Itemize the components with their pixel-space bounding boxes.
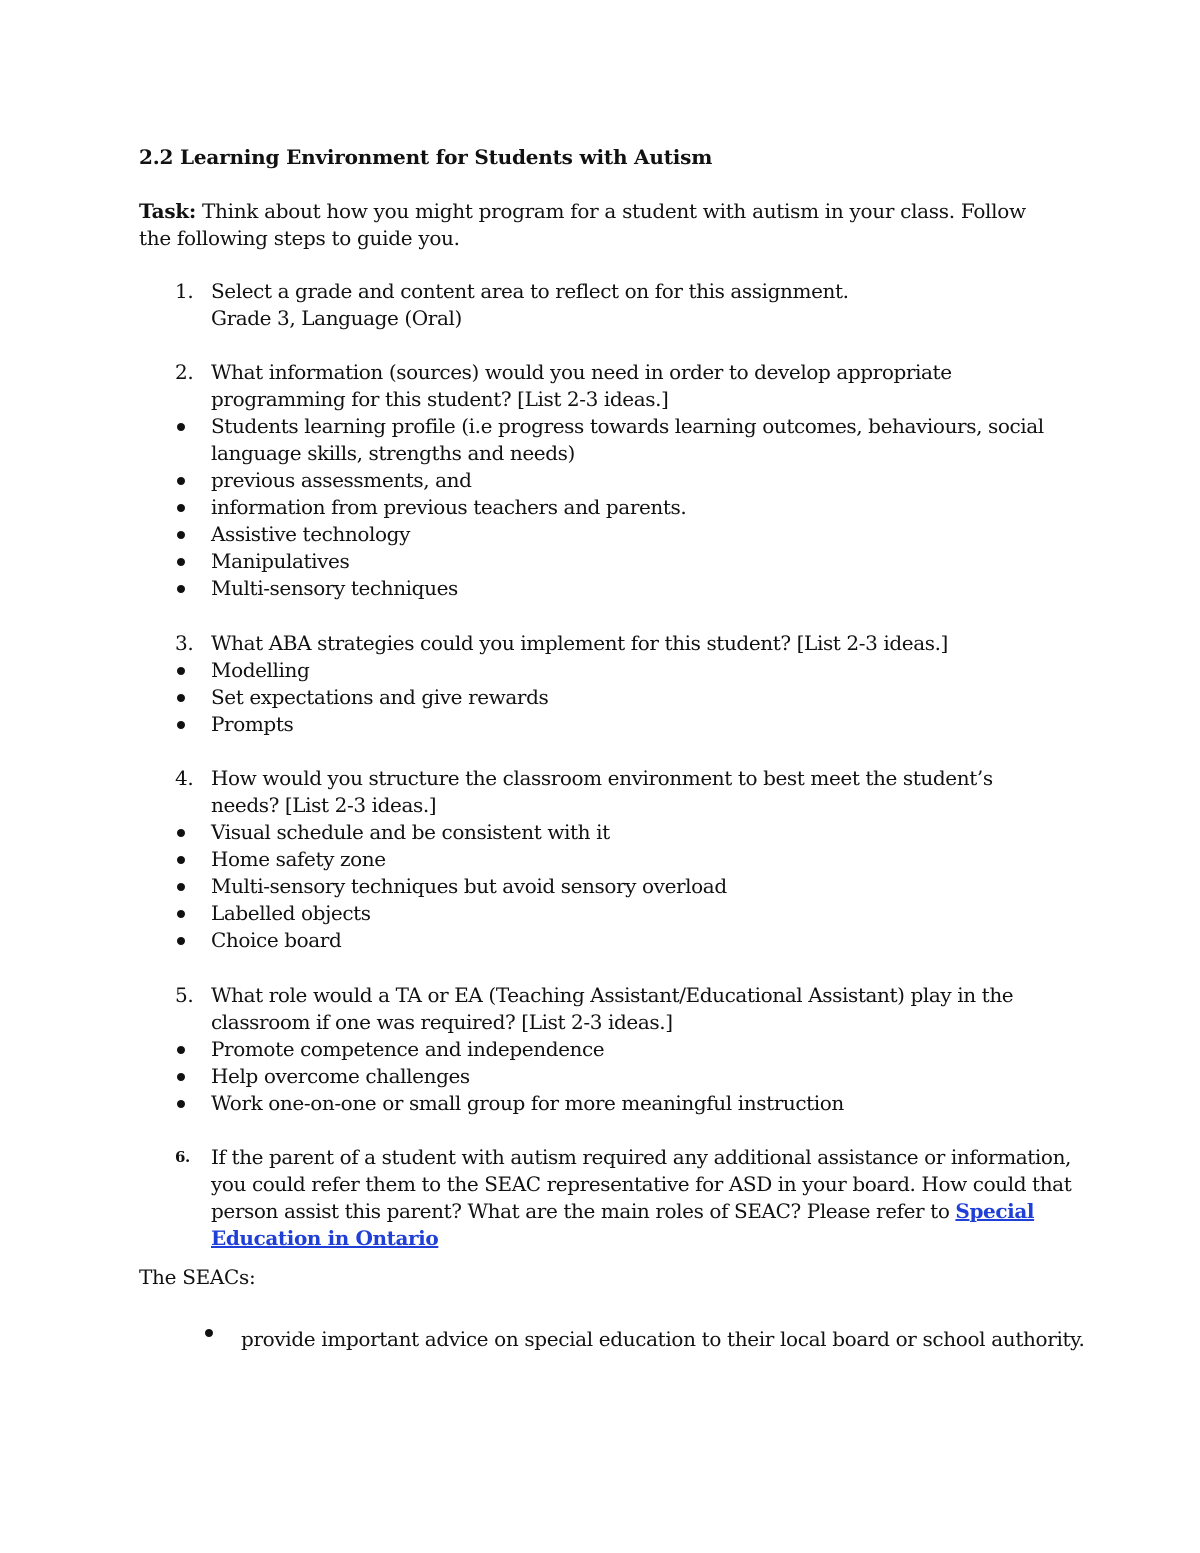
task-text: Think about how you might program for a student with autism in your class. Follow the following steps to guide you. — [139, 199, 1026, 250]
bullet-icon — [177, 477, 185, 485]
question-6-text-line-1: If the parent of a student with autism required any additional assistance or information, — [211, 1145, 1072, 1169]
question-6-text-line-3-content: person assist this parent? What are the main roles of SEAC? Please refer to — [211, 1199, 956, 1223]
task-paragraph — [139, 198, 1059, 252]
list-item-text: language skills, strengths and needs) — [211, 441, 575, 465]
question-6-link-line — [211, 1225, 438, 1252]
special-education-link-continued[interactable]: Education in Ontario — [211, 1226, 439, 1250]
list-item — [139, 1036, 1059, 1063]
list-item — [139, 548, 1059, 575]
question-1-number: 1. — [175, 279, 194, 303]
bullet-icon — [177, 1046, 185, 1054]
list-item — [139, 819, 1059, 846]
list-item — [139, 927, 1059, 954]
list-item — [139, 494, 1059, 521]
question-4 — [139, 765, 1059, 954]
question-1-text: Select a grade and content area to reflect on for this assignment. — [211, 279, 849, 303]
list-item — [139, 575, 1059, 602]
list-item-text: Multi-sensory techniques — [211, 576, 458, 600]
bullet-icon — [177, 531, 185, 539]
list-item-text: Work one-on-one or small group for more meaningful instruction — [211, 1091, 844, 1115]
list-item — [139, 711, 1059, 738]
special-education-link[interactable]: Special — [955, 1199, 1035, 1223]
list-item-continuation — [139, 440, 1059, 467]
question-3-text: What ABA strategies could you implement for this student? [List 2-3 ideas.] — [211, 631, 948, 655]
question-4-number: 4. — [175, 766, 194, 790]
list-item-text: information from previous teachers and parents. — [211, 495, 687, 519]
list-item-text: Visual schedule and be consistent with it — [211, 820, 610, 844]
list-item-text: Manipulatives — [211, 549, 350, 573]
question-1-answer: Grade 3, Language (Oral) — [211, 306, 462, 330]
bullet-icon — [177, 829, 185, 837]
page-title: 2.2 Learning Environment for Students with Autism — [139, 145, 713, 169]
list-item — [139, 1090, 1059, 1117]
question-6 — [139, 1144, 1072, 1252]
list-item-text: previous assessments, and — [211, 468, 472, 492]
question-4-text-line-1: How would you structure the classroom environment to best meet the student’s — [211, 766, 993, 790]
list-item-text: Home safety zone — [211, 847, 386, 871]
list-item-text: Modelling — [211, 658, 310, 682]
bullet-icon — [177, 910, 185, 918]
list-item — [139, 521, 1059, 548]
list-item-text: Multi-sensory techniques but avoid sensory overload — [211, 874, 727, 898]
list-item — [139, 413, 1059, 440]
question-2-text-line-2: programming for this student? [List 2-3 ideas.] — [211, 387, 669, 411]
question-2-number: 2. — [175, 360, 194, 384]
list-item-text: Labelled objects — [211, 901, 371, 925]
question-3 — [139, 630, 1059, 738]
list-item-text: Promote competence and independence — [211, 1037, 605, 1061]
bullet-icon — [177, 856, 185, 864]
list-item — [139, 846, 1059, 873]
list-item-text: Prompts — [211, 712, 294, 736]
question-2-text-line-1: What information (sources) would you need in order to develop appropriate — [211, 360, 952, 384]
bullet-icon — [177, 504, 185, 512]
question-4-text-line-2: needs? [List 2-3 ideas.] — [211, 793, 437, 817]
bullet-icon — [177, 1100, 185, 1108]
list-item-text: Help overcome challenges — [211, 1064, 470, 1088]
list-item-text: Set expectations and give rewards — [211, 685, 549, 709]
seacs-heading: The SEACs: — [139, 1265, 256, 1289]
bullet-icon — [177, 883, 185, 891]
question-5-number: 5. — [175, 983, 194, 1007]
question-5 — [139, 982, 1059, 1117]
question-6-text-line-3 — [211, 1198, 1034, 1225]
list-item — [139, 467, 1059, 494]
list-item — [139, 900, 1059, 927]
question-3-number: 3. — [175, 631, 194, 655]
question-6-text-line-2: you could refer them to the SEAC representative for ASD in your board. How could that — [211, 1172, 1072, 1196]
bullet-icon — [177, 694, 185, 702]
list-item — [139, 873, 1059, 900]
list-item — [139, 657, 1059, 684]
bullet-icon — [205, 1329, 213, 1337]
question-6-number: 6. — [175, 1148, 190, 1166]
question-5-text-line-2: classroom if one was required? [List 2-3 ideas.] — [211, 1010, 673, 1034]
bullet-icon — [177, 1073, 185, 1081]
list-item-text: Choice board — [211, 928, 342, 952]
bullet-icon — [177, 721, 185, 729]
bullet-icon — [177, 558, 185, 566]
bullet-icon — [177, 423, 185, 431]
list-item — [139, 684, 1059, 711]
task-label: Task: — [139, 199, 196, 223]
question-1 — [139, 278, 1059, 332]
question-5-text-line-1: What role would a TA or EA (Teaching Assistant/Educational Assistant) play in the — [211, 983, 1014, 1007]
list-item-text: provide important advice on special education to their local board or school authority. — [241, 1327, 1085, 1351]
question-2 — [139, 359, 1059, 602]
list-item-text: Assistive technology — [211, 522, 410, 546]
bullet-icon — [177, 937, 185, 945]
list-item — [139, 1063, 1059, 1090]
list-item-text: Students learning profile (i.e progress towards learning outcomes, behaviours, social — [211, 414, 1044, 438]
bullet-icon — [177, 667, 185, 675]
list-item — [139, 1326, 1085, 1353]
bullet-icon — [177, 585, 185, 593]
